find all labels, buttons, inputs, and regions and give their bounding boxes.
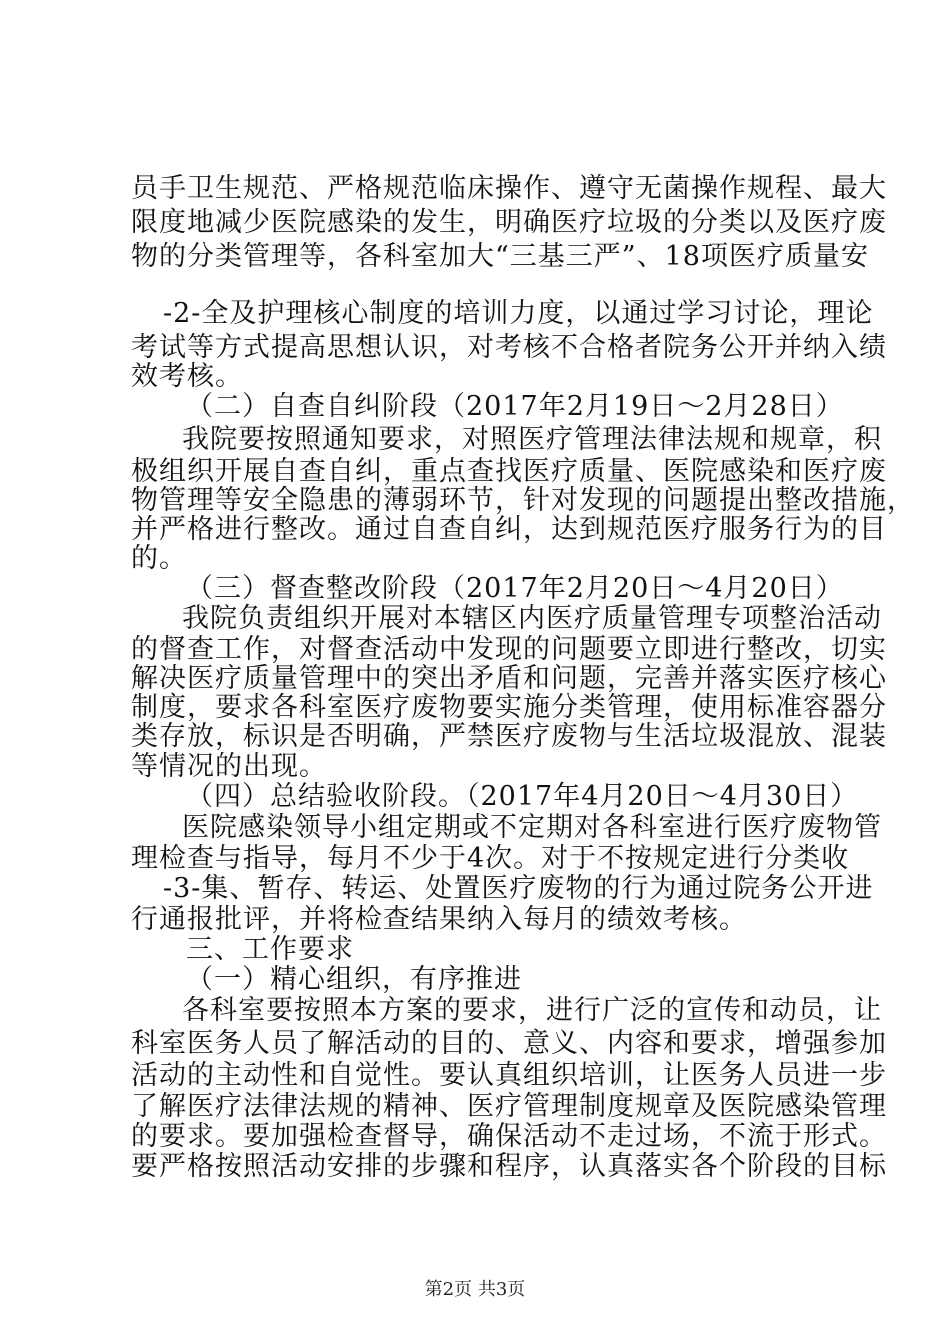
text-line: 了解医疗法律法规的精神、医疗管理制度规章及医院感染管理: [131, 1091, 887, 1122]
text-line: 员手卫生规范、严格规范临床操作、遵守无菌操作规程、最大: [131, 173, 887, 204]
text-line: 要严格按照活动安排的步骤和程序，认真落实各个阶段的目标: [131, 1151, 887, 1182]
text-line: 理检查与指导，每月不少于4次。对于不按规定进行分类收: [131, 843, 850, 874]
text-line: -3-集、暂存、转运、处置医疗废物的行为通过院务公开进: [163, 873, 874, 904]
text-line: 的。: [131, 543, 187, 574]
section-heading: （四）总结验收阶段。（2017年4月20日～4月30日）: [186, 781, 859, 812]
text-line: 物管理等安全隐患的薄弱环节，针对发现的问题提出整改措施，: [131, 485, 915, 516]
text-line: 各科室要按照本方案的要求，进行广泛的宣传和动员，让: [182, 995, 882, 1026]
page-number-footer: 第2页 共3页: [424, 1279, 526, 1300]
text-line: -2-全及护理核心制度的培训力度，以通过学习讨论，理论: [163, 298, 874, 329]
text-line: 解决医疗质量管理中的突出矛盾和问题，完善并落实医疗核心: [131, 663, 887, 694]
text-line: 行通报批评，并将检查结果纳入每月的绩效考核。: [131, 904, 747, 935]
text-line: 并严格进行整改。通过自查自纠，达到规范医疗服务行为的目: [131, 514, 887, 545]
section-heading: （三）督查整改阶段（2017年2月20日～4月20日）: [186, 573, 844, 604]
text-line: 效考核。: [131, 361, 243, 392]
text-line: 类存放，标识是否明确，严禁医疗废物与生活垃圾混放、混装: [131, 721, 887, 752]
text-line: 物的分类管理等，各科室加大“三基三严”、18项医疗质量安: [131, 241, 869, 272]
text-line: 我院负责组织开展对本辖区内医疗质量管理专项整治活动: [182, 603, 882, 634]
text-line: 极组织开展自查自纠，重点查找医疗质量、医院感染和医疗废: [131, 456, 887, 487]
text-line: 医院感染领导小组定期或不定期对各科室进行医疗废物管: [182, 812, 882, 843]
text-line: 限度地减少医院感染的发生，明确医疗垃圾的分类以及医疗废: [131, 207, 887, 238]
text-line: 等情况的出现。: [131, 751, 327, 782]
text-line: 我院要按照通知要求，对照医疗管理法律法规和规章，积: [182, 424, 882, 455]
text-line: 考试等方式提高思想认识，对考核不合格者院务公开并纳入绩: [131, 332, 887, 363]
text-line: 活动的主动性和自觉性。要认真组织培训，让医务人员进一步: [131, 1060, 887, 1091]
text-line: 制度，要求各科室医疗废物要实施分类管理，使用标准容器分: [131, 692, 887, 723]
section-heading: 三、工作要求: [186, 934, 354, 965]
subsection-heading: （一）精心组织，有序推进: [186, 964, 522, 995]
text-line: 的督查工作，对督查活动中发现的问题要立即进行整改，切实: [131, 634, 887, 665]
section-heading: （二）自查自纠阶段（2017年2月19日～2月28日）: [186, 391, 844, 422]
text-line: 科室医务人员了解活动的目的、意义、内容和要求，增强参加: [131, 1028, 887, 1059]
text-line: 的要求。要加强检查督导，确保活动不走过场，不流于形式。: [131, 1121, 887, 1152]
